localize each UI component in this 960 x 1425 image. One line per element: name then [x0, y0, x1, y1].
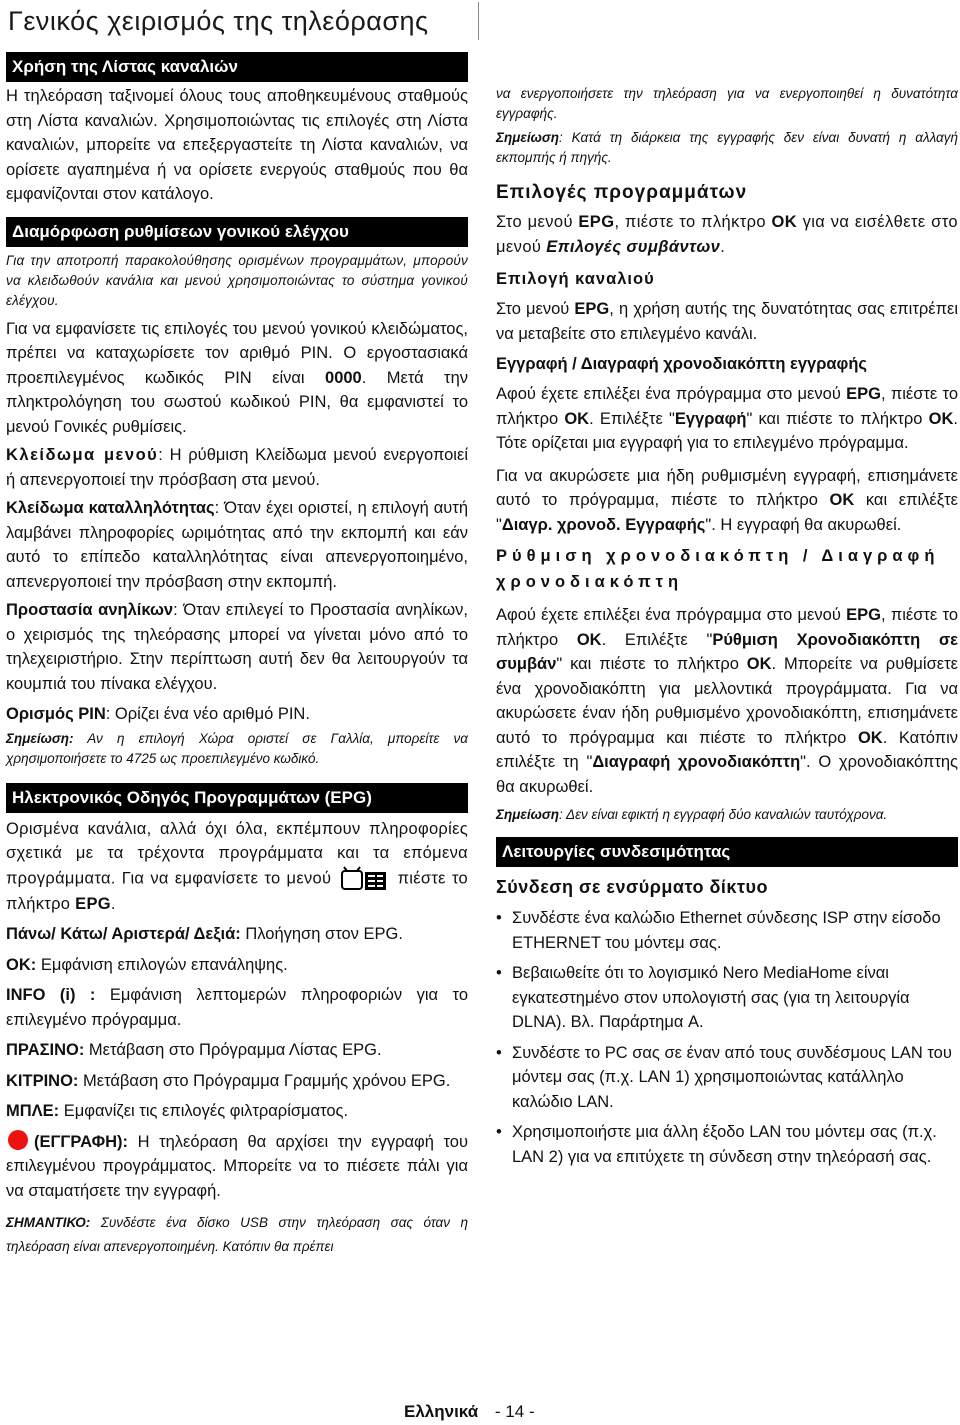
- note1-text: : Κατά τη διάρκεια της εγγραφής δεν είναι δυνατή η αλλαγή εκπομπής ή πηγής.: [496, 130, 958, 165]
- list-item: • Χρησιμοποιήστε μια άλλη έξοδο LAN του μόντεμ σας (π.χ. LAN 2) για να επιτύχετε τη σύνδεση στην τηλεόρασή σας.: [496, 1120, 958, 1169]
- page-title: Γενικός χειρισμός της τηλεόρασης: [8, 6, 429, 36]
- record-delete-text: [496, 382, 958, 456]
- child-lock-label: Προστασία ανηλίκων: [6, 601, 174, 619]
- pin-paragraph: [6, 317, 468, 440]
- note-label: Σημείωση:: [6, 730, 74, 746]
- rd-epg: EPG: [846, 385, 881, 403]
- page-footer: [404, 1402, 535, 1422]
- tm-ok-2: OK: [746, 655, 772, 673]
- green-text: Μετάβαση στο Πρόγραμμα Λίστας EPG.: [84, 1041, 382, 1059]
- footer-language: Ελληνικά: [404, 1402, 479, 1421]
- tm-epg: EPG: [846, 606, 881, 624]
- section-bar-epg: Ηλεκτρονικός Οδηγός Προγραμμάτων (EPG): [6, 783, 468, 813]
- yellow-label: ΚΙΤΡΙΝΟ:: [6, 1071, 79, 1090]
- tm-text-3: . Επιλέξτε ": [601, 630, 713, 649]
- tm-text-4: " και πιέστε το πλήκτρο: [556, 655, 747, 673]
- two-channel-note: [496, 805, 958, 825]
- tm-text-2: , πιέστε το πλήκτρο: [496, 606, 958, 649]
- title-divider: [478, 2, 479, 40]
- epg-press-text: πιέστε το πλήκτρο: [6, 868, 468, 913]
- note-text: Αν η επιλογή Χώρα οριστεί σε Γαλλία, μπορείτε να χρησιμοποιήσετε το 4725 ως προεπιλεγμένο κωδικό.: [6, 730, 468, 766]
- menu-lock-paragraph: [6, 443, 468, 492]
- channel-list-intro: Η τηλεόραση ταξινομεί όλους τους αποθηκευμένους σταθμούς στη Λίστα καναλιών. Χρησιμοποιώντας τις επιλογές στη Λίστα καναλιών, μπορείτε να επεξεργαστείτε τη Λίστα καναλιών, να ορίσετε αγαπημένα ή να ορίσετε ενεργούς σταθμούς που θα εμφανίζονται στον κατάλογο.: [6, 87, 468, 203]
- pin-code: 0000: [325, 368, 362, 387]
- po-event-options: Επιλογές συμβάντων: [546, 237, 721, 256]
- list-item: • Συνδέστε ένα καλώδιο Ethernet σύνδεσης ISP στην είσοδο ETHERNET του μόντεμ σας.: [496, 906, 958, 955]
- yellow-line: [6, 1069, 468, 1094]
- tm-text-6: . Κατόπιν επιλέξτε τη ": [496, 728, 958, 771]
- section-bar-parental: Διαμόρφωση ρυθμίσεων γονικού ελέγχου: [6, 217, 468, 247]
- ok-line: [6, 953, 468, 978]
- cs-text-1: Στο μενού: [496, 300, 575, 318]
- set-pin-label: Ορισμός PIN: [6, 705, 106, 723]
- po-text-1: Στο μενού: [496, 213, 579, 231]
- note2-label: Σημείωση: [496, 807, 560, 822]
- section-bar-channel-list: Χρήση της Λίστας καναλιών: [6, 52, 468, 82]
- tm-text-5: . Μπορείτε να ρυθμίσετε ένα χρονοδιακόπτη για μελλοντικά προγράμματα. Για να ακυρώσετε έναν ήδη ρυθμισμένο χρονοδιακόπτη, επισημάνετε αυτό το πρόγραμμα και πιέστε το πλήκτρο: [496, 655, 958, 747]
- rd-text-1: Αφού έχετε επιλέξει ένα πρόγραμμα στο μενού: [496, 385, 847, 403]
- maturity-lock-text: : Όταν έχει οριστεί, η επιλογή αυτή λαμβάνει πληροφορίες ωριμότητας από την εκπομπή και εάν αυτό το επίπεδο καταλληλότητας είναι απενεργοποιημένο, απενεργοποιεί την πρόσβαση στην εκπομπή.: [6, 499, 468, 591]
- cancel-text-2: και επιλέξτε ": [496, 491, 958, 534]
- tm-ok-3: OK: [857, 728, 883, 747]
- france-note: [6, 729, 468, 769]
- menu-lock-label: Κλείδωμα μενού: [6, 446, 159, 464]
- epg-menu-word: μενού: [286, 868, 332, 887]
- important-label: ΣΗΜΑΝΤΙΚΟ:: [6, 1215, 91, 1230]
- heading-wired-network: Σύνδεση σε ενσύρματο δίκτυο: [496, 877, 768, 897]
- parental-note: Για την αποτροπή παρακολούθησης ορισμένων προγραμμάτων, μπορούν να κλειδωθούν κανάλια και μενού χρησιμοποιώντας το σύστημα γονικού ελέγχου.: [6, 252, 468, 308]
- tm-text-1: Αφού έχετε επιλέξει ένα πρόγραμμα στο μενού: [496, 606, 847, 624]
- set-pin-text: : Ορίζει ένα νέο αριθμό PIN.: [105, 705, 310, 723]
- recording-note: [496, 128, 958, 168]
- important-note: [6, 1211, 468, 1259]
- rd-text-4: " και πιέστε το πλήκτρο: [746, 409, 929, 428]
- yellow-text: Μετάβαση στο Πρόγραμμα Γραμμής χρόνου EPG.: [78, 1071, 451, 1090]
- heading-record-delete: Εγγραφή / Διαγραφή χρονοδιακόπτη εγγραφής: [496, 355, 868, 373]
- cancel-text-1: Για να ακυρώσετε μια ήδη ρυθμισμένη εγγραφή, επισημάνετε αυτό το πρόγραμμα, πιέστε το πλήκτρο: [496, 466, 958, 509]
- info-label: INFO (i) :: [6, 986, 96, 1004]
- cs-text-2: , η χρήση αυτής της δυνατότητας σας επιτρέπει να μεταβείτε στο επιλεγμένο κανάλι.: [496, 300, 958, 343]
- green-label: ΠΡΑΣΙΝΟ:: [6, 1041, 85, 1059]
- green-line: [6, 1038, 468, 1063]
- child-lock-text: : Όταν επιλεγεί το Προστασία ανηλίκων, ο χειρισμός της τηλεόρασης μπορεί να γίνεται μόνο από το τηλεχειριστήριο. Στην περίπτωση αυτή δεν θα λειτουργούν τα κουμπιά του πίνακα ελέγχου.: [6, 601, 468, 693]
- wired-steps-list: [496, 906, 958, 1169]
- po-epg: EPG: [578, 213, 615, 231]
- nav-label: Πάνω/ Κάτω/ Αριστερά/ Δεξιά:: [6, 925, 241, 943]
- cancel-delete: Διαγρ. χρονοδ. Εγγραφής: [501, 515, 706, 534]
- right-column: [496, 84, 958, 1175]
- timer-text: [496, 603, 958, 799]
- note1-label: Σημείωση: [496, 130, 560, 145]
- cancel-ok: OK: [829, 491, 855, 509]
- heading-program-options: Επιλογές προγραμμάτων: [496, 182, 748, 203]
- child-lock-paragraph: [6, 598, 468, 696]
- info-line: [6, 983, 468, 1032]
- rd-text-2: , πιέστε το πλήκτρο: [496, 385, 958, 428]
- set-pin-paragraph: [6, 702, 468, 727]
- rd-text-3: . Επιλέξτε ": [589, 409, 675, 428]
- po-ok: OK: [771, 213, 798, 231]
- ok-label: OK:: [6, 955, 37, 974]
- rd-record: Εγγραφή: [674, 409, 747, 428]
- rd-text-5: . Τότε ορίζεται μια εγγραφή για το επιλεγμένο πρόγραμμα.: [496, 409, 958, 452]
- info-text: Εμφάνιση λεπτομερών πληροφοριών για το επιλεγμένο πρόγραμμα.: [6, 986, 468, 1029]
- blue-label: ΜΠΛΕ:: [6, 1102, 60, 1120]
- po-text-2: , πιέστε το πλήκτρο: [614, 213, 772, 231]
- tm-set: Ρύθμιση Χρονοδιακόπτη σε συμβάν: [496, 630, 958, 673]
- tm-delete: Διαγραφή χρονοδιακόπτη: [592, 753, 801, 771]
- page-number: - 14 -: [494, 1402, 535, 1421]
- nav-line: [6, 922, 468, 947]
- record-text: Η τηλεόραση θα αρχίσει την εγγραφή του επιλεγμένου προγράμματος. Μπορείτε να το πιέσετε πάλι για να σταματήσετε την εγγραφή.: [6, 1132, 468, 1200]
- epg-key: EPG: [75, 894, 111, 913]
- tm-ok: OK: [576, 630, 602, 649]
- cancel-text-3: ". Η εγγραφή θα ακυρωθεί.: [705, 515, 902, 534]
- cancel-record-text: [496, 464, 958, 538]
- pin-text-1: Για να εμφανίσετε τις επιλογές του μενού γονικού κλειδώματος, πρέπει να καταχωρίσετε τον αριθμό PIN. Ο εργοστασιακά προεπιλεγμένος κωδικός PIN είναι: [6, 319, 468, 387]
- heading-timer: Ρύθμιση χρονοδιακόπτη / Διαγραφή χρονοδιακόπτη: [496, 547, 940, 591]
- record-dot-icon: [8, 1130, 28, 1150]
- record-continued: να ενεργοποιήσετε την τηλεόραση για να ενεργοποιηθεί η δυνατότητα εγγραφής.: [496, 86, 958, 121]
- blue-text: Εμφανίζει τις επιλογές φιλτραρίσματος.: [59, 1102, 349, 1120]
- po-text-3: για να εισέλθετε στο μενού: [496, 213, 958, 256]
- maturity-lock-label: Κλείδωμα καταλληλότητας: [6, 499, 215, 517]
- pin-text-2: . Μετά την πληκτρολόγηση του σωστού κωδικού PIN, θα εμφανιστεί το μενού Γονικές ρυθμίσεις.: [6, 368, 468, 436]
- rd-ok: OK: [564, 409, 590, 428]
- blue-line: [6, 1099, 468, 1124]
- ok-text: Εμφάνιση επιλογών επανάληψης.: [36, 955, 288, 974]
- menu-lock-text: : Η ρύθμιση Κλείδωμα μενού ενεργοποιεί ή απενεργοποιεί την πρόσβαση στα μενού.: [6, 446, 468, 489]
- channel-select-text: [496, 297, 958, 346]
- record-line: [6, 1130, 468, 1204]
- tv-guide-icon: [341, 866, 387, 892]
- epg-intro: Ορισμένα κανάλια, αλλά όχι όλα, εκπέμπουν πληροφορίες σχετικά με τα τρέχοντα προγράμματα και τα επόμενα προγράμματα. Για να εμφανίσετε το μενού πιέστε το πλήκτρο EPG.: [6, 819, 468, 913]
- rd-ok-2: OK: [928, 409, 954, 428]
- section-bar-connectivity: Λειτουργίες συνδεσιμότητας: [496, 837, 958, 867]
- list-item: • Συνδέστε το PC σας σε έναν από τους συνδέσμους LAN του μόντεμ σας (π.χ. LAN 1) χρησιμοποιώντας κατάλληλο καλώδιο LAN.: [496, 1041, 958, 1115]
- record-label: (ΕΓΓΡΑΦΗ):: [34, 1132, 129, 1151]
- epg-intro-text: Ορισμένα κανάλια, αλλά όχι όλα, εκπέμπουν πληροφορίες σχετικά με τα τρέχοντα προγράμματα και τα επόμενα προγράμματα. Για να εμφανίσετε το: [6, 819, 468, 887]
- cs-epg: EPG: [574, 300, 610, 318]
- note2-text: : Δεν είναι εφικτή η εγγραφή δύο καναλιών ταυτόχρονα.: [559, 807, 888, 822]
- left-column: [6, 52, 468, 1259]
- list-item: • Βεβαιωθείτε ότι το λογισμικό Nero MediaHome είναι εγκατεστημένο στον υπολογιστή σας (για τη λειτουργία DLNA). Βλ. Παράρτημα A.: [496, 961, 958, 1035]
- important-text: Συνδέστε ένα δίσκο USB στην τηλεόραση σας όταν η τηλεόραση είναι απενεργοποιημένη. Κατόπιν θα πρέπει: [6, 1215, 468, 1254]
- tm-text-7: ". Ο χρονοδιακόπτης θα ακυρωθεί.: [496, 753, 958, 796]
- po-text-4: .: [720, 237, 726, 256]
- program-options-text: [496, 210, 958, 259]
- maturity-lock-paragraph: [6, 496, 468, 594]
- nav-text: Πλοήγηση στον EPG.: [240, 925, 403, 943]
- heading-channel-select: Επιλογή καναλιού: [496, 270, 655, 288]
